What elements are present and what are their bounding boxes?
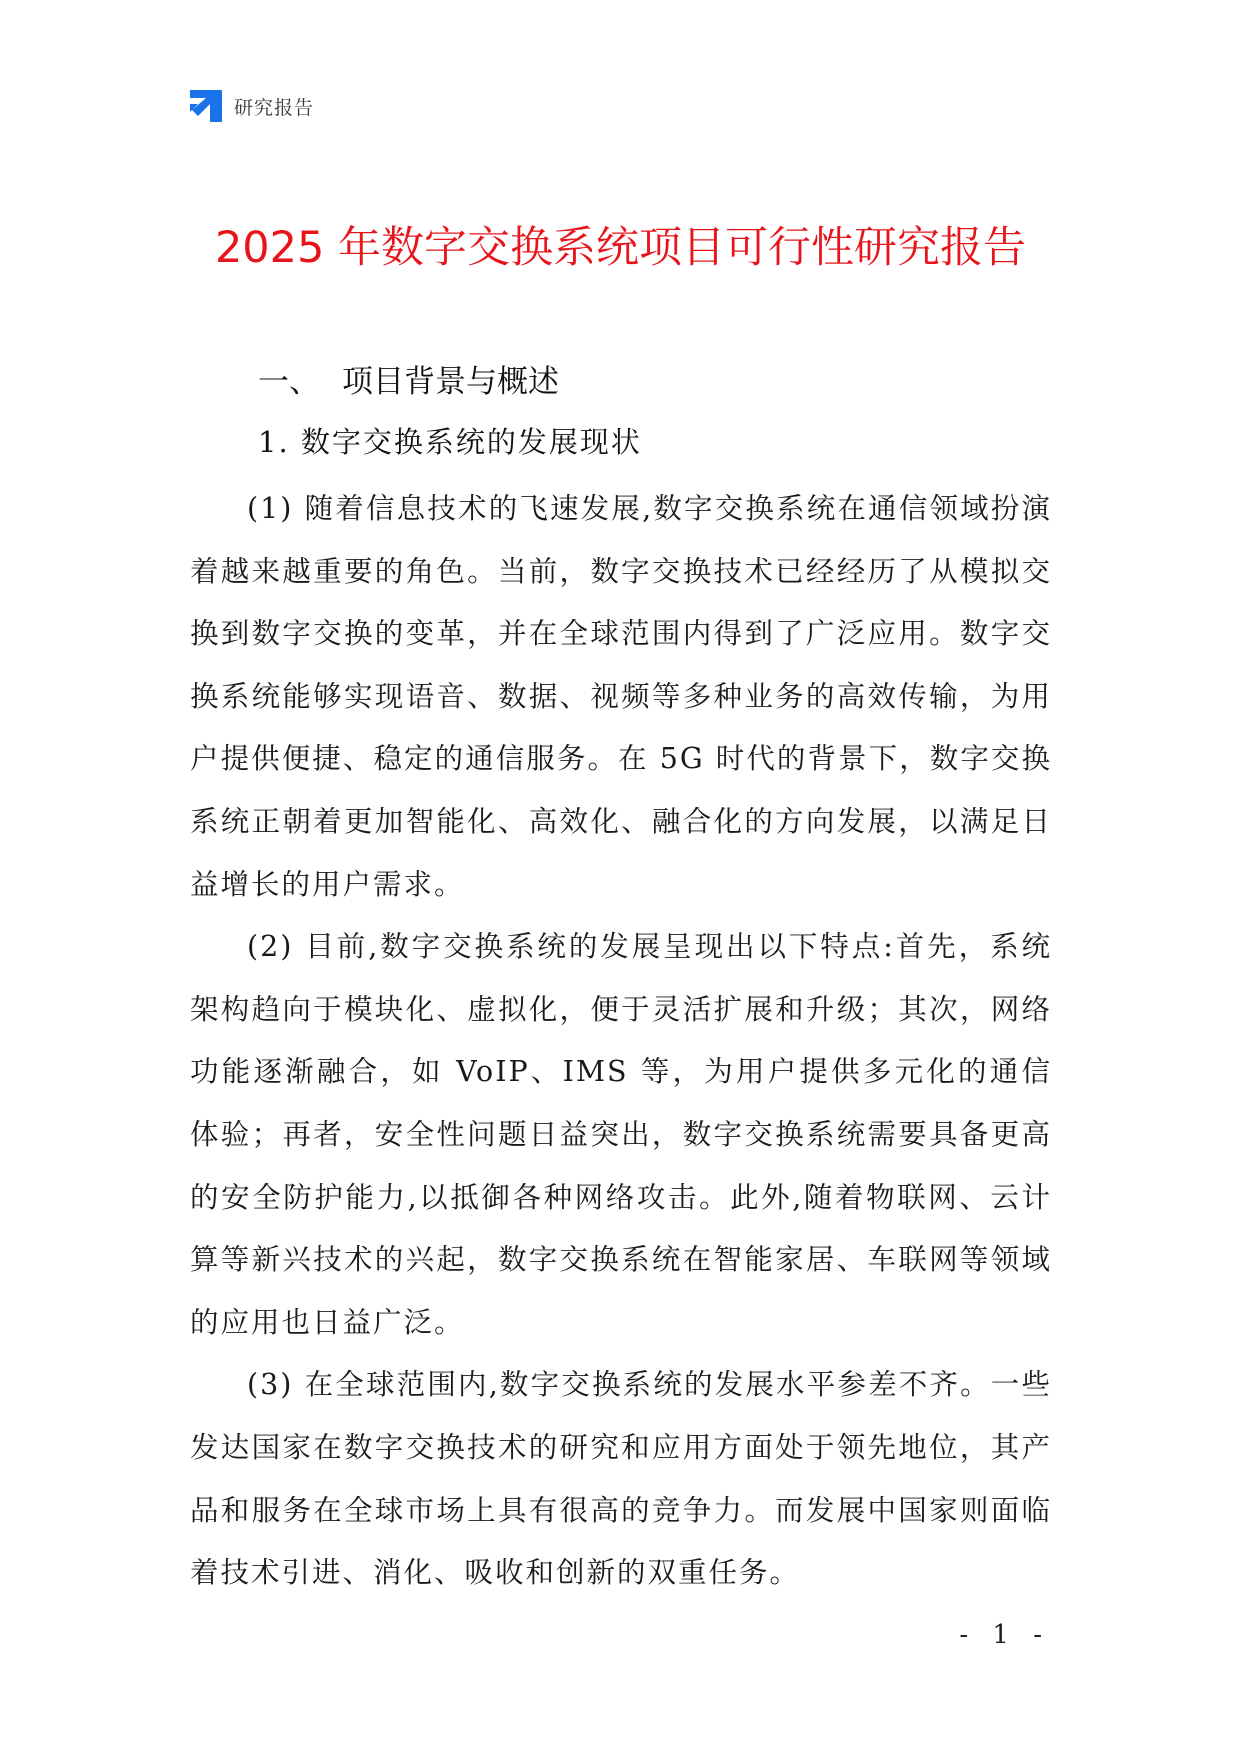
page-header <box>190 88 314 124</box>
section-number: 一、 <box>258 364 320 400</box>
subsection-heading: 1. 数字交换系统的发展现状 <box>258 425 642 459</box>
paragraph-2: (2) 目前,数字交换系统的发展呈现出以下特点:首先，系统架构趋向于模块化、虚拟化，便于灵活扩展和升级；其次，网络功能逐渐融合，如 VoIP、IMS 等，为用户提供多元化的通信体验；再者，安全性问题日益突出，数字交换系统需要具备更高的安全防护能力,以抵御各种网络攻击。此外,随着物联网、云计算等新兴技术的兴起，数字交换系统在智能家居、车联网等领域的应用也日益广泛。 <box>190 930 1052 1339</box>
page-number: - 1 - <box>959 1620 1050 1650</box>
section-heading <box>258 360 559 404</box>
section-title: 项目背景与概述 <box>342 364 559 400</box>
header-label: 研究报告 <box>234 96 315 119</box>
paragraph-3: (3) 在全球范围内,数字交换系统的发展水平参差不齐。一些发达国家在数字交换技术的研究和应用方面处于领先地位，其产品和服务在全球市场上具有很高的竞争力。而发展中国家则面临着技术引进、消化、吸收和创新的双重任务。 <box>190 1368 1052 1590</box>
body-text <box>190 478 1052 1605</box>
paragraph-1: (1) 随着信息技术的飞速发展,数字交换系统在通信领域扮演着越来越重要的角色。当前，数字交换技术已经经历了从模拟交换到数字交换的变革，并在全球范围内得到了广泛应用。数字交换系统能够实现语音、数据、视频等多种业务的高效传输，为用户提供便捷、稳定的通信服务。在 5G 时代的背景下，数字交换系统正朝着更加智能化、高效化、融合化的方向发展，以满足日益增长的用户需求。 <box>190 492 1052 901</box>
document-title: 2025 年数字交换系统项目可行性研究报告 <box>214 223 1027 273</box>
logo-arrow-icon <box>190 90 222 122</box>
